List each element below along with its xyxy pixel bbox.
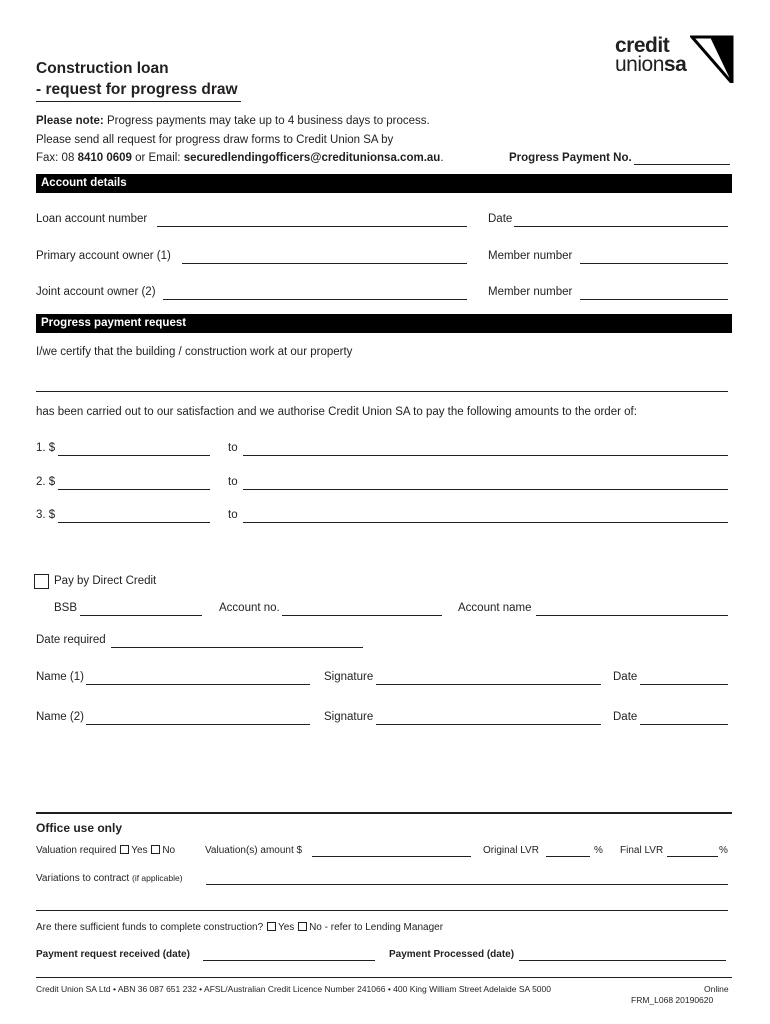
account-no-field[interactable] [282, 615, 442, 616]
logo-text-unionsa [615, 53, 686, 77]
primary-owner-label: Primary account owner (1) [36, 250, 171, 262]
logo-text-credit: credit [615, 34, 670, 57]
name-1-field[interactable] [86, 684, 310, 685]
payment-1-to-label: to [228, 442, 238, 454]
signature-1-field[interactable] [376, 684, 601, 685]
logo-mark-icon [690, 35, 734, 83]
office-divider [36, 812, 732, 814]
payment-1-payee-field[interactable] [243, 455, 728, 456]
funds-yes-checkbox[interactable] [267, 922, 276, 931]
note-label: Please note: [36, 115, 104, 127]
form-title-line2: - request for progress draw [36, 81, 238, 98]
account-name-field[interactable] [536, 615, 728, 616]
original-lvr-field[interactable] [546, 856, 590, 857]
valuation-required-row [36, 845, 175, 856]
signature-2-field[interactable] [376, 724, 601, 725]
date-label: Date [488, 213, 513, 225]
signature-2-label: Signature [324, 711, 374, 723]
title-underline [36, 101, 241, 102]
office-heading: Office use only [36, 821, 123, 835]
payment-processed-field[interactable] [519, 960, 726, 961]
loan-account-number-field[interactable] [157, 226, 467, 227]
signature-1-label: Signature [324, 671, 374, 683]
date-2-field[interactable] [640, 724, 728, 725]
funds-yes-label: Yes [277, 922, 295, 933]
valuation-amount-label: Valuation(s) amount $ [205, 845, 303, 856]
account-no-label: Account no. [219, 602, 280, 614]
valuation-no-checkbox[interactable] [151, 845, 160, 854]
payment-3-to-label: to [228, 509, 238, 521]
name-2-label: Name (2) [36, 711, 84, 723]
variations-field[interactable] [206, 884, 728, 885]
email-link[interactable]: securedlendingofficers@creditunionsa.com.au [183, 152, 441, 164]
final-lvr-field[interactable] [667, 856, 718, 857]
logo-text-union: union [615, 53, 664, 76]
sufficient-funds-row [36, 922, 443, 933]
valuation-amount-field[interactable] [312, 856, 471, 857]
payment-2-amount-field[interactable] [58, 489, 210, 490]
payment-2-label: 2. $ [36, 476, 56, 488]
progress-request-heading: Progress payment request [36, 314, 732, 333]
direct-credit-checkbox[interactable] [34, 574, 49, 589]
funds-no-checkbox[interactable] [298, 922, 307, 931]
payment-2-payee-field[interactable] [243, 489, 728, 490]
date-field[interactable] [514, 226, 728, 227]
date-1-label: Date [613, 671, 638, 683]
funds-no-label: No - refer to Lending Manager [309, 922, 444, 933]
fax-number: 8410 0609 [77, 152, 132, 164]
original-lvr-percent: % [594, 845, 603, 856]
footer-online: Online [704, 984, 729, 994]
joint-owner-label: Joint account owner (2) [36, 286, 156, 298]
bsb-field[interactable] [80, 615, 202, 616]
valuation-no-label: No [162, 845, 176, 856]
joint-owner-field[interactable] [163, 299, 467, 300]
original-lvr-label: Original LVR [483, 845, 539, 856]
certify-text: I/we certify that the building / construction work at our property [36, 346, 353, 358]
footer-form-code: FRM_L068 20190620 [631, 995, 714, 1005]
progress-payment-no-label: Progress Payment No. [509, 152, 632, 164]
company-logo [612, 34, 736, 86]
date-required-field[interactable] [111, 647, 363, 648]
note-line1 [36, 115, 430, 127]
loan-account-number-label: Loan account number [36, 213, 148, 225]
authorise-text: has been carried out to our satisfaction and we authorise Credit Union SA to pay the following amounts to the order of: [36, 406, 637, 418]
email-suffix: . [440, 152, 444, 164]
member-number-1-field[interactable] [580, 263, 728, 264]
date-1-field[interactable] [640, 684, 728, 685]
payment-3-label: 3. $ [36, 509, 56, 521]
valuation-yes-checkbox[interactable] [120, 845, 129, 854]
payment-received-field[interactable] [203, 960, 375, 961]
note-line2: Please send all request for progress draw forms to Credit Union SA by [36, 134, 394, 146]
footer-company: Credit Union SA Ltd • ABN 36 087 651 232 • AFSL/Australian Credit Licence Number 241066 • 400 King William Street Adelaide SA 5000 [36, 984, 551, 994]
property-address-field[interactable] [36, 391, 728, 392]
name-1-label: Name (1) [36, 671, 84, 683]
variations-field-line2[interactable] [36, 910, 728, 911]
sufficient-funds-label: Are there sufficient funds to complete construction? [36, 922, 264, 933]
payment-3-payee-field[interactable] [243, 522, 728, 523]
variations-row [36, 873, 183, 884]
payment-1-amount-field[interactable] [58, 455, 210, 456]
name-2-field[interactable] [86, 724, 310, 725]
progress-payment-no-field[interactable] [634, 164, 730, 165]
form-title-line1: Construction loan [36, 60, 169, 77]
note-line3 [36, 152, 444, 164]
date-2-label: Date [613, 711, 638, 723]
direct-credit-label: Pay by Direct Credit [54, 575, 157, 587]
variations-label: Variations to contract [36, 873, 130, 884]
valuation-yes-label: Yes [131, 845, 148, 856]
final-lvr-label: Final LVR [620, 845, 664, 856]
logo-text-sa: sa [663, 53, 687, 76]
payment-1-label: 1. $ [36, 442, 56, 454]
member-number-2-label: Member number [488, 286, 573, 298]
note-text: Progress payments may take up to 4 business days to process. [103, 115, 430, 127]
date-required-label: Date required [36, 634, 106, 646]
bsb-label: BSB [54, 602, 78, 614]
payment-2-to-label: to [228, 476, 238, 488]
member-number-1-label: Member number [488, 250, 573, 262]
account-name-label: Account name [458, 602, 532, 614]
member-number-2-field[interactable] [580, 299, 728, 300]
final-lvr-percent: % [719, 845, 728, 856]
valuation-required-label: Valuation required [36, 845, 117, 856]
fax-prefix: Fax: 08 [36, 152, 78, 164]
if-applicable-label: (if applicable) [131, 873, 183, 883]
form-title [36, 58, 238, 100]
email-prefix: or Email: [131, 152, 184, 164]
primary-owner-field[interactable] [182, 263, 467, 264]
account-details-heading: Account details [36, 174, 732, 193]
payment-processed-label: Payment Processed (date) [389, 949, 515, 960]
payment-3-amount-field[interactable] [58, 522, 210, 523]
payment-received-label: Payment request received (date) [36, 949, 190, 960]
footer-divider [36, 977, 732, 978]
